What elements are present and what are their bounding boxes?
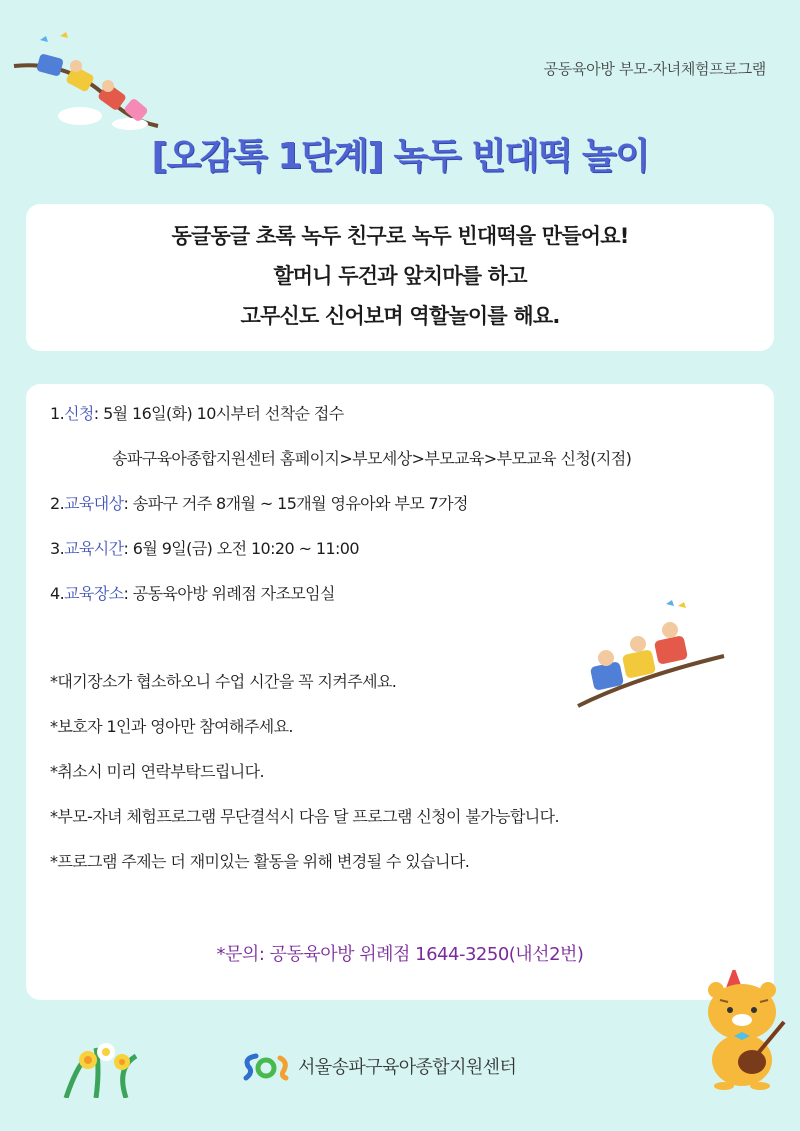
notice: *취소시 미리 연락부탁드립니다. — [50, 762, 264, 781]
roller-coaster-illustration-top — [10, 30, 160, 130]
center-logo-icon — [242, 1048, 292, 1084]
detail-key: 교육대상 — [64, 494, 124, 513]
detail-number: 3. — [50, 539, 65, 558]
tiger-mascot-illustration — [694, 962, 794, 1090]
notice: *프로그램 주제는 더 재미있는 활동을 위해 변경될 수 있습니다. — [50, 852, 470, 871]
detail-number: 1. — [50, 404, 65, 423]
roller-coaster-illustration — [574, 598, 729, 708]
detail-apply — [50, 401, 344, 424]
notice: *대기장소가 협소하오니 수업 시간을 꼭 지켜주세요. — [50, 672, 397, 691]
detail-number: 2. — [50, 494, 65, 513]
detail-value: : 공동육아방 위례점 자조모임실 — [123, 584, 335, 603]
detail-value: : 5월 16일(화) 10시부터 선착순 접수 — [93, 404, 344, 423]
detail-value: : 송파구 거주 8개월 ~ 15개월 영유아와 부모 7가정 — [123, 494, 468, 513]
detail-key: 교육장소 — [64, 584, 124, 603]
intro-box — [26, 204, 774, 351]
info-box — [26, 384, 774, 1000]
intro-line: 동글동글 초록 녹두 친구로 녹두 빈대떡을 만들어요! — [171, 224, 629, 248]
org-name: 서울송파구육아종합지원센터 — [298, 1057, 517, 1078]
detail-apply-path: 송파구육아종합지원센터 홈페이지>부모세상>부모교육>부모교육 신청(지점) — [112, 449, 632, 468]
detail-value: : 6월 9일(금) 오전 10:20 ~ 11:00 — [123, 539, 359, 558]
footer-logo — [242, 1048, 516, 1084]
detail-key: 신청 — [64, 404, 94, 423]
notice: *부모-자녀 체험프로그램 무단결석시 다음 달 프로그램 신청이 불가능합니다. — [50, 807, 559, 826]
detail-number: 4. — [50, 584, 65, 603]
daffodil-illustration — [56, 1038, 146, 1098]
intro-line: 고무신도 신어보며 역할놀이를 해요. — [240, 304, 560, 328]
program-label: 공동육아방 부모-자녀체험프로그램 — [543, 60, 766, 78]
intro-line: 할머니 두건과 앞치마를 하고 — [273, 264, 527, 288]
detail-key: 교육시간 — [64, 539, 124, 558]
detail-target — [50, 491, 468, 514]
detail-place — [50, 581, 335, 604]
page-title: [오감톡 1단계] 녹두 빈대떡 놀이 — [151, 136, 649, 177]
detail-time — [50, 536, 359, 559]
contact-info: *문의: 공동육아방 위례점 1644-3250(내선2번) — [216, 944, 584, 965]
notice: *보호자 1인과 영아만 참여해주세요. — [50, 717, 293, 736]
